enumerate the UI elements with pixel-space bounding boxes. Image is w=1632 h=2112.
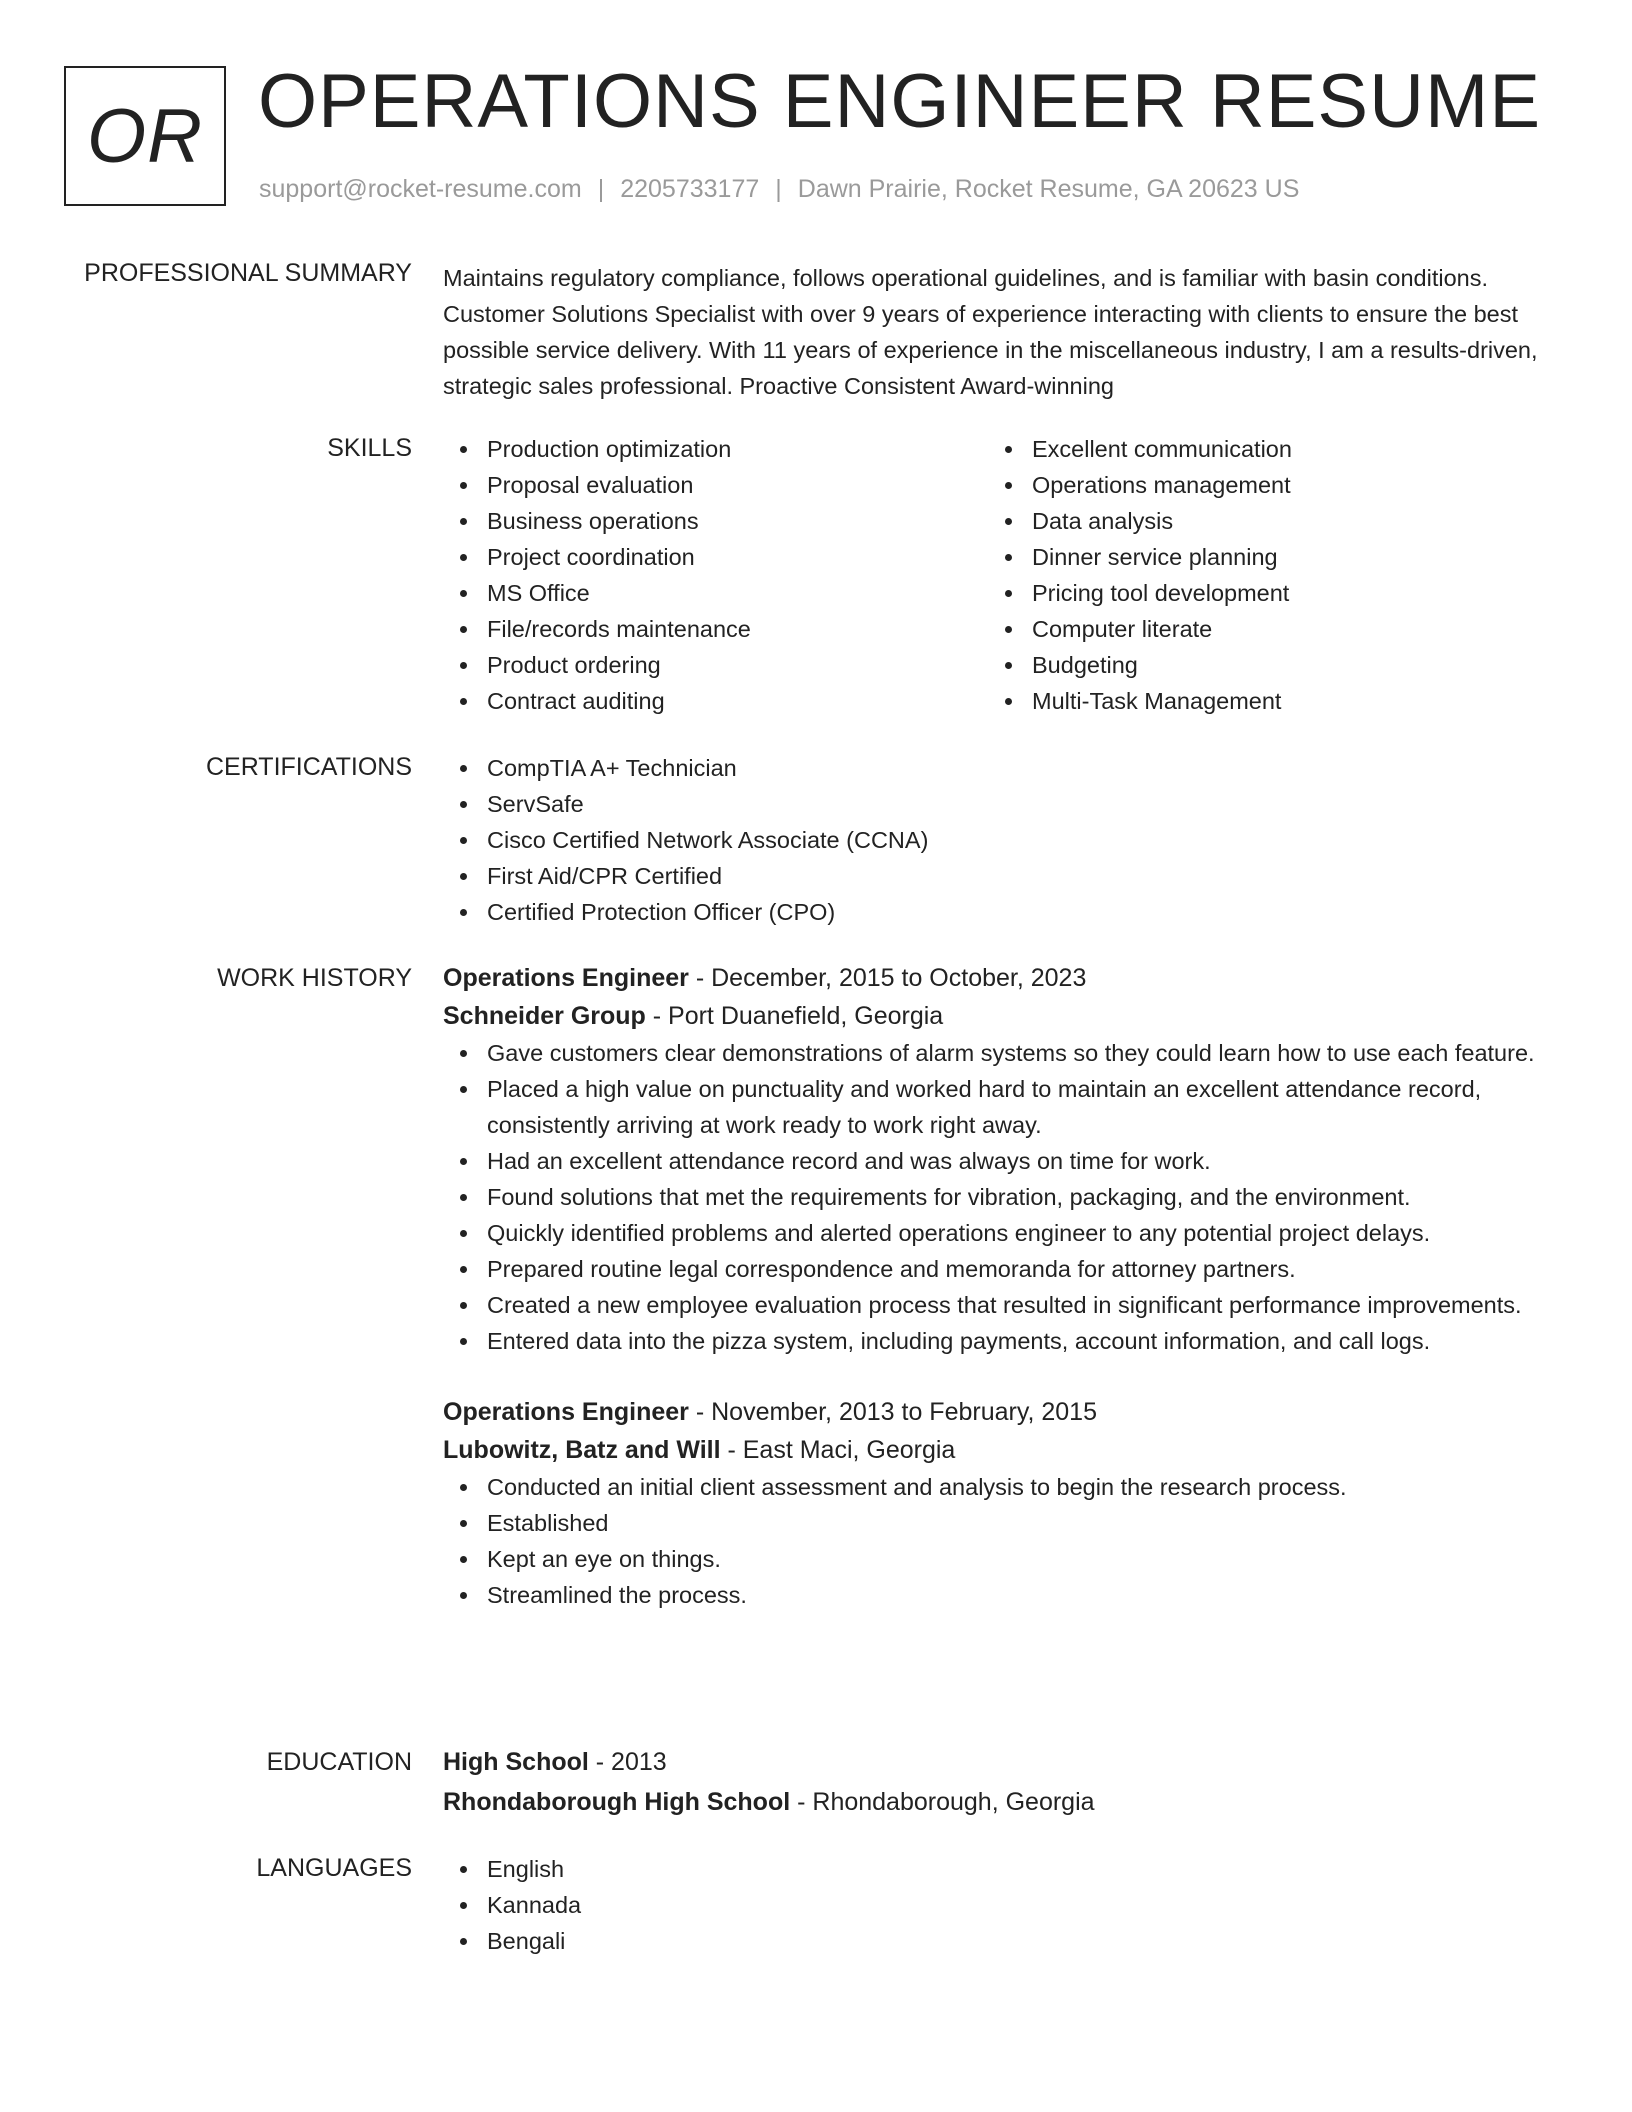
job-title-line	[443, 959, 1561, 997]
skill-item: Dinner service planning	[988, 539, 1533, 575]
skill-item: MS Office	[443, 575, 988, 611]
job-dates: - November, 2013 to February, 2015	[688, 1398, 1097, 1426]
section-label: SKILLS	[327, 434, 412, 462]
skill-item: Contract auditing	[443, 683, 988, 719]
job-duty: Gave customers clear demonstrations of alarm systems so they could learn how to use each feature.	[443, 1035, 1561, 1071]
contact-separator: |	[775, 175, 782, 203]
education-school-line	[443, 1783, 1561, 1821]
monogram-initials: OR	[87, 93, 203, 179]
section-body	[443, 1851, 1561, 1959]
skill-item: Operations management	[988, 467, 1533, 503]
job-location: - Port Duanefield, Georgia	[645, 1002, 944, 1030]
skills-grid	[443, 431, 1561, 719]
job-duty: Kept an eye on things.	[443, 1541, 1561, 1577]
certification-item: CompTIA A+ Technician	[443, 750, 1561, 786]
skill-item: Budgeting	[988, 647, 1533, 683]
monogram-box	[64, 66, 226, 206]
section-label: EDUCATION	[266, 1748, 412, 1776]
section-body	[443, 959, 1561, 1613]
job-title: Operations Engineer	[443, 964, 689, 992]
job-company-line	[443, 1431, 1561, 1469]
language-item: Bengali	[443, 1923, 1561, 1959]
job-duty: Established	[443, 1505, 1561, 1541]
job-duty: Streamlined the process.	[443, 1577, 1561, 1613]
contact-email: support@rocket-resume.com	[259, 175, 582, 203]
contact-phone: 2205733177	[620, 175, 760, 203]
education-location: - Rhondaborough, Georgia	[790, 1788, 1095, 1816]
job-duty: Created a new employee evaluation process that resulted in significant performance improvements.	[443, 1287, 1561, 1323]
job-company: Schneider Group	[443, 1002, 646, 1030]
skill-item: Computer literate	[988, 611, 1533, 647]
job-entry	[443, 959, 1561, 1359]
job-duty: Entered data into the pizza system, including payments, account information, and call logs.	[443, 1323, 1561, 1359]
job-company: Lubowitz, Batz and Will	[443, 1436, 721, 1464]
education-year: - 2013	[588, 1748, 667, 1776]
contact-address: Dawn Prairie, Rocket Resume, GA 20623 US	[797, 175, 1300, 203]
section-body	[443, 1743, 1561, 1821]
summary-text: Maintains regulatory compliance, follows operational guidelines, and is familiar with basin conditions. Customer Solutions Specialist with over 9 years of experience interacting with clients to ensure the best possible service delivery. With 11 years of experience in the miscellaneous industry, I am a results-driven, strategic sales professional. Proactive Consistent Award-winning	[443, 265, 1538, 399]
skill-item: Excellent communication	[988, 431, 1533, 467]
section-label: LANGUAGES	[256, 1854, 412, 1882]
contact-line	[259, 174, 1299, 204]
skill-item: Project coordination	[443, 539, 988, 575]
certification-item: Certified Protection Officer (CPO)	[443, 894, 1561, 930]
skill-item: Pricing tool development	[988, 575, 1533, 611]
education-degree: High School	[443, 1748, 589, 1776]
certification-item: Cisco Certified Network Associate (CCNA)	[443, 822, 1561, 858]
job-duties-list	[443, 1469, 1561, 1613]
skills-column-right	[988, 431, 1533, 719]
skill-item: Proposal evaluation	[443, 467, 988, 503]
skill-item: Multi-Task Management	[988, 683, 1533, 719]
job-duty: Found solutions that met the requirements for vibration, packaging, and the environment.	[443, 1179, 1561, 1215]
section-body	[443, 431, 1561, 719]
skill-item: Product ordering	[443, 647, 988, 683]
education-school: Rhondaborough High School	[443, 1788, 791, 1816]
languages-list	[443, 1851, 1561, 1959]
section-body	[443, 750, 1561, 930]
skill-item: Production optimization	[443, 431, 988, 467]
job-location: - East Maci, Georgia	[720, 1436, 956, 1464]
contact-separator: |	[597, 175, 605, 203]
job-duty: Conducted an initial client assessment and analysis to begin the research process.	[443, 1469, 1561, 1505]
job-company-line	[443, 997, 1561, 1035]
job-duty: Quickly identified problems and alerted operations engineer to any potential project delays.	[443, 1215, 1561, 1251]
skill-item: Data analysis	[988, 503, 1533, 539]
section-label: PROFESSIONAL SUMMARY	[84, 259, 412, 287]
skills-column-left	[443, 431, 988, 719]
resume-title: OPERATIONS ENGINEER RESUME	[258, 59, 1542, 144]
certification-item: First Aid/CPR Certified	[443, 858, 1561, 894]
certifications-list	[443, 750, 1561, 930]
job-title: Operations Engineer	[443, 1398, 689, 1426]
job-entry	[443, 1393, 1561, 1613]
section-label: CERTIFICATIONS	[205, 753, 412, 781]
certification-item: ServSafe	[443, 786, 1561, 822]
skill-item: Business operations	[443, 503, 988, 539]
skill-item: File/records maintenance	[443, 611, 988, 647]
language-item: English	[443, 1851, 1561, 1887]
job-duty: Placed a high value on punctuality and worked hard to maintain an excellent attendance record, consistently arriving at work ready to work right away.	[443, 1071, 1561, 1143]
job-duty: Prepared routine legal correspondence and memoranda for attorney partners.	[443, 1251, 1561, 1287]
education-degree-line	[443, 1743, 1561, 1781]
section-body	[443, 260, 1561, 404]
language-item: Kannada	[443, 1887, 1561, 1923]
job-dates: - December, 2015 to October, 2023	[688, 964, 1087, 992]
job-duty: Had an excellent attendance record and was always on time for work.	[443, 1143, 1561, 1179]
section-label: WORK HISTORY	[217, 964, 412, 992]
job-title-line	[443, 1393, 1561, 1431]
job-duties-list	[443, 1035, 1561, 1359]
